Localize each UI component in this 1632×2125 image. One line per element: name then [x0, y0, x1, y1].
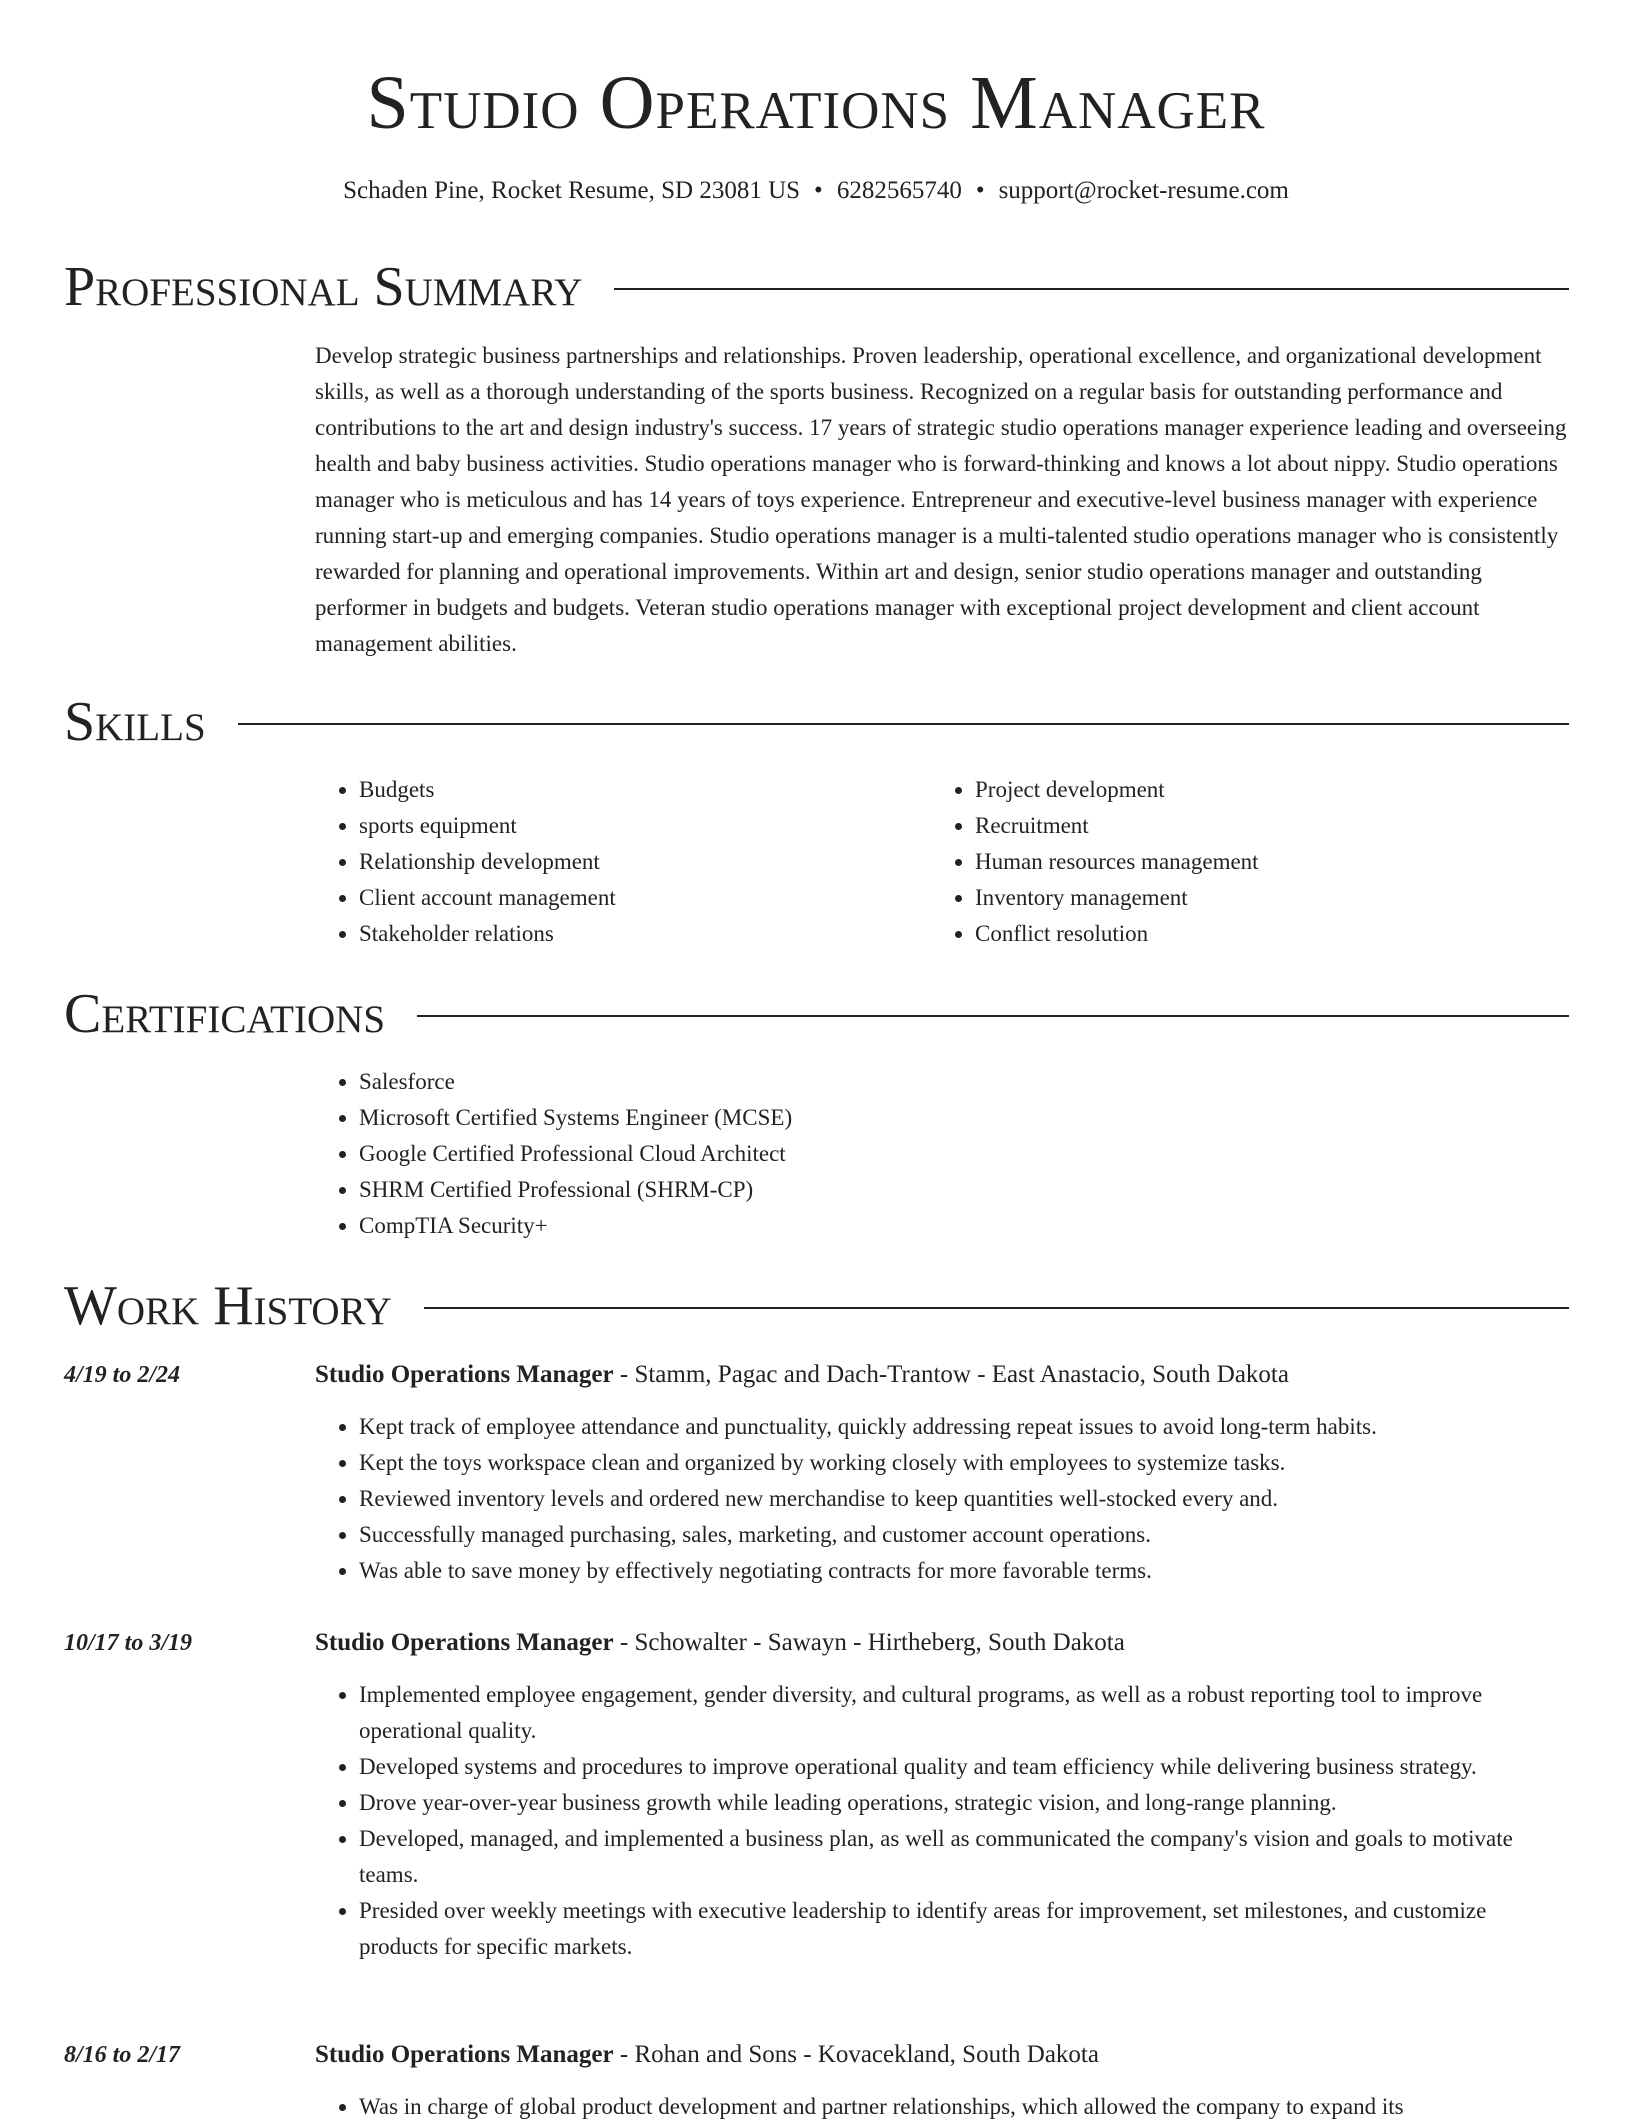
job-title: Studio Operations Manager — [315, 2041, 614, 2068]
section-divider — [417, 1015, 1569, 1017]
contact-email: support@rocket-resume.com — [998, 177, 1289, 204]
certifications-list — [315, 1064, 1415, 1244]
certification-item: • CompTIA Security+ — [359, 1208, 1415, 1244]
job-bullet: • Successfully managed purchasing, sales, marketing, and customer account operations. — [359, 1517, 1570, 1553]
section-divider — [238, 723, 1569, 725]
job-dates: 4/19 to 2/24 — [64, 1362, 181, 1388]
certification-item: • SHRM Certified Professional (SHRM-CP) — [359, 1172, 1415, 1208]
job-bullet: • Kept the toys workspace clean and organized by working closely with employees to systemize tasks. — [359, 1445, 1570, 1481]
skill-item: • Human resources management — [975, 844, 1531, 880]
job-bullet: • Drove year-over-year business growth while leading operations, strategic vision, and long-range planning. — [359, 1785, 1570, 1821]
job-employer-location: - Rohan and Sons - Kovacekland, South Dakota — [613, 2041, 1099, 2068]
job-bullet: • Implemented employee engagement, gender diversity, and cultural programs, as well as a robust reporting tool to improve operational quality. — [359, 1677, 1570, 1749]
job-employer-location: - Schowalter - Sawayn - Hirtheberg, South Dakota — [613, 1629, 1125, 1656]
skill-item: • Stakeholder relations — [359, 916, 915, 952]
job-bullet: • Was in charge of global product development and partner relationships, which allowed the company to expand its — [359, 2089, 1570, 2125]
certifications-section-header — [64, 982, 1569, 1046]
job-bullet: • Was able to save money by effectively negotiating contracts for more favorable terms. — [359, 1553, 1570, 1589]
contact-address: Schaden Pine, Rocket Resume, SD 23081 US — [343, 177, 801, 204]
work-heading: Work History — [64, 1275, 392, 1337]
job-bullet: • Kept track of employee attendance and punctuality, quickly addressing repeat issues to avoid long-term habits. — [359, 1409, 1570, 1445]
skill-item: • Inventory management — [975, 880, 1531, 916]
skills-section-header — [64, 690, 1569, 754]
job-bullet: • Reviewed inventory levels and ordered new merchandise to keep quantities well-stocked every and. — [359, 1481, 1570, 1517]
job-bullet: • Developed, managed, and implemented a business plan, as well as communicated the company's vision and goals to motivate teams. — [359, 1821, 1570, 1893]
certification-item: • Google Certified Professional Cloud Architect — [359, 1136, 1415, 1172]
certification-item: • Microsoft Certified Systems Engineer (MCSE) — [359, 1100, 1415, 1136]
separator-dot: • — [814, 177, 823, 204]
job-heading — [315, 2039, 1570, 2071]
job-bullet: • Developed systems and procedures to improve operational quality and team efficiency while delivering business strategy. — [359, 1749, 1570, 1785]
job-title: Studio Operations Manager — [315, 1361, 614, 1388]
skill-item: • sports equipment — [359, 808, 915, 844]
work-section-header — [64, 1274, 1569, 1338]
section-divider — [424, 1307, 1569, 1309]
certifications-heading: Certifications — [64, 983, 386, 1045]
summary-heading: Professional Summary — [64, 256, 583, 318]
skill-item: • Recruitment — [975, 808, 1531, 844]
skills-heading: Skills — [64, 691, 206, 753]
skill-item: • Project development — [975, 772, 1531, 808]
section-divider — [614, 288, 1569, 290]
contact-phone: 6282565740 — [836, 177, 962, 204]
certification-item: • Salesforce — [359, 1064, 1415, 1100]
separator-dot: • — [975, 177, 985, 204]
job-title: Studio Operations Manager — [315, 1629, 614, 1656]
skills-column-right — [931, 772, 1531, 952]
contact-line — [0, 176, 1632, 206]
job-heading — [315, 1627, 1570, 1659]
job-dates: 8/16 to 2/17 — [64, 2042, 181, 2068]
skills-column-left — [315, 772, 915, 952]
job-bullet: • Presided over weekly meetings with executive leadership to identify areas for improvement, set milestones, and customize products for specific markets. — [359, 1893, 1570, 1965]
skill-item: • Budgets — [359, 772, 915, 808]
job-heading — [315, 1359, 1570, 1391]
skill-item: • Relationship development — [359, 844, 915, 880]
skill-item: • Conflict resolution — [975, 916, 1531, 952]
job-employer-location: - Stamm, Pagac and Dach-Trantow - East Anastacio, South Dakota — [613, 1361, 1289, 1388]
job-bullet-list — [315, 1677, 1570, 1965]
summary-section-header — [64, 255, 1569, 319]
skill-item: • Client account management — [359, 880, 915, 916]
job-bullet-list — [315, 1409, 1570, 1589]
summary-text: Develop strategic business partnerships and relationships. Proven leadership, operational excellence, and organizational development skills, as well as a thorough understanding of the sports business. Recognized on a regular basis for outstanding performance and contributions to the art and design industry's success. 17 years of strategic studio operations manager experience leading and overseeing health and baby business activities. Studio operations manager who is forward-thinking and knows a lot about nippy. Studio operations manager who is meticulous and has 14 years of toys experience. Entrepreneur and executive-level business manager with experience running start-up and emerging companies. Studio operations manager is a multi-talented studio operations manager who is consistently rewarded for planning and operational improvements. Within art and design, senior studio operations manager and outstanding performer in budgets and budgets. Veteran studio operations manager with exceptional project development and client account management abilities. — [315, 343, 1567, 656]
job-bullet-list — [315, 2089, 1570, 2125]
job-dates: 10/17 to 3/19 — [64, 1630, 193, 1656]
resume-title: Studio Operations Manager — [366, 61, 1266, 145]
